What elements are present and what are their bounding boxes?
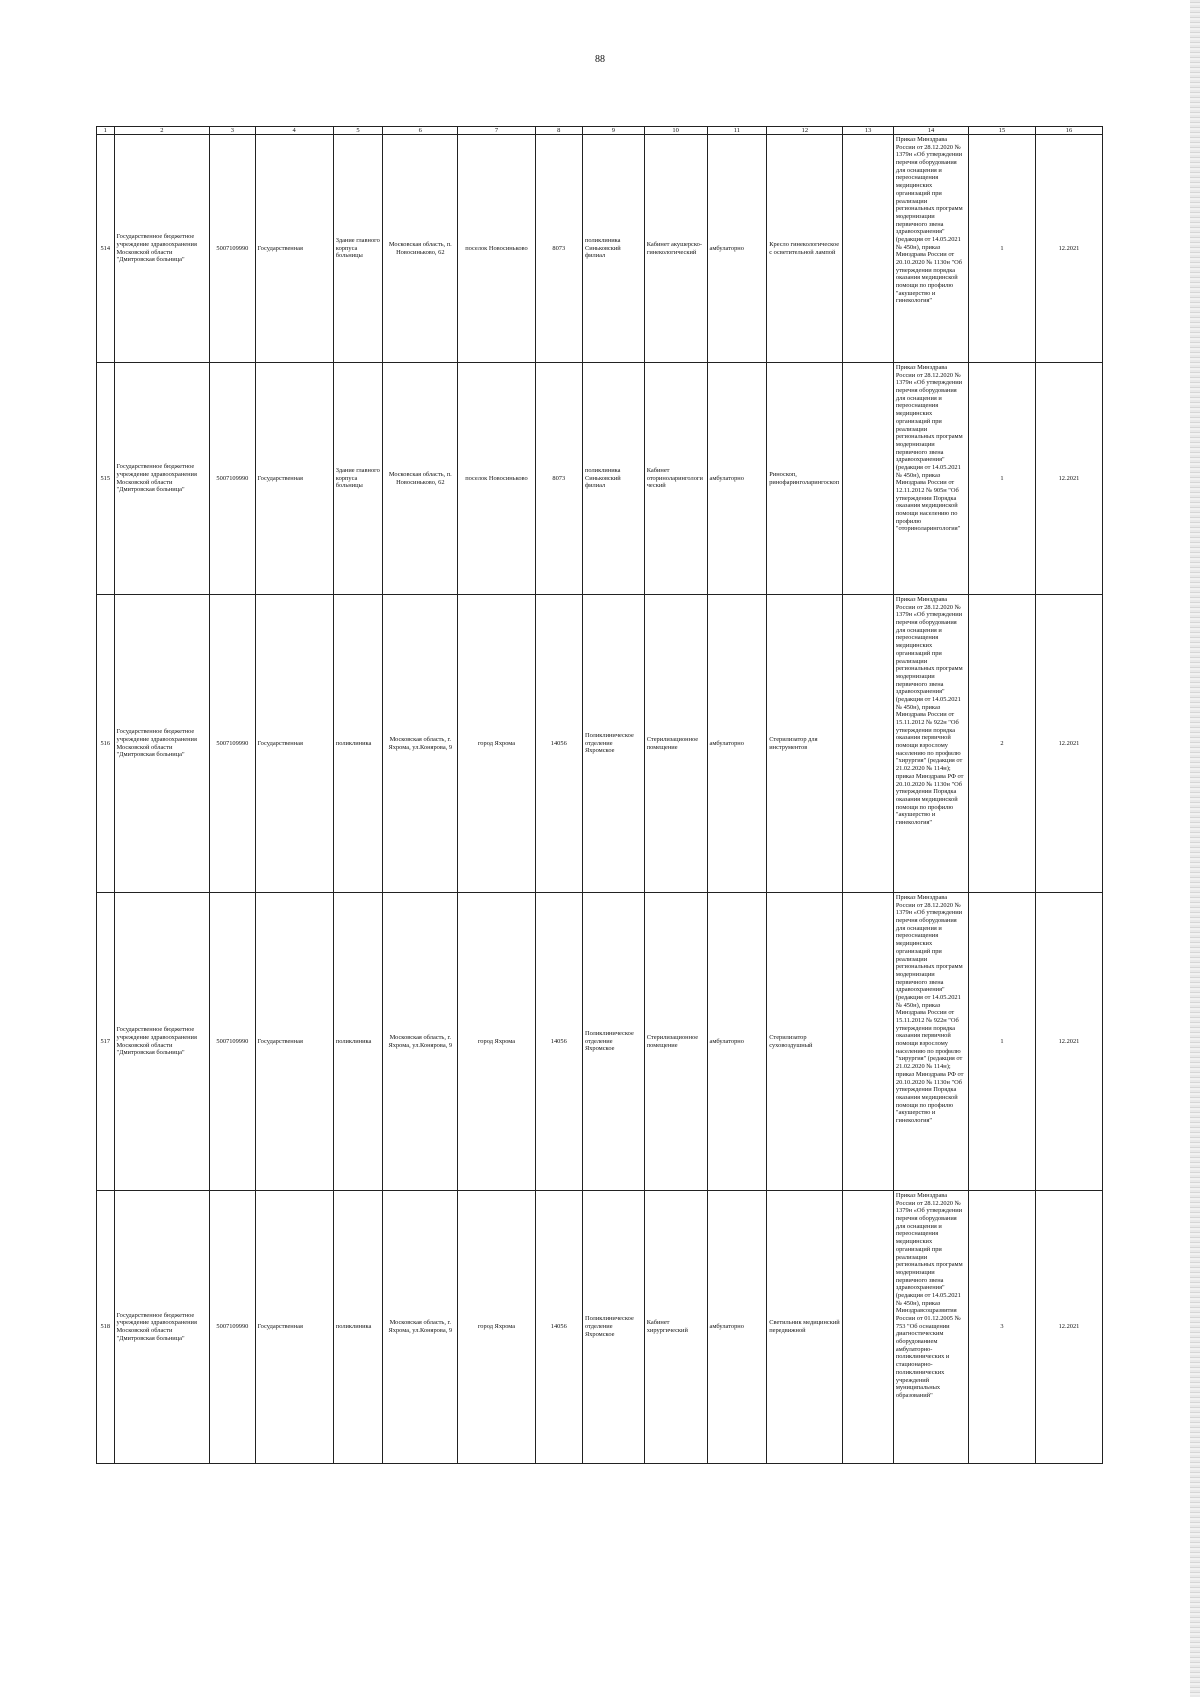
building: поликлиника	[333, 893, 382, 1191]
locality: город Яхрома	[458, 1191, 535, 1464]
inn: 5007109990	[210, 595, 255, 893]
table-row	[97, 893, 1103, 1191]
ownership-form: Государственная	[255, 363, 333, 595]
care-type: амбулаторно	[707, 135, 767, 363]
room: Стерилизационное помещение	[644, 595, 707, 893]
empty-cell	[843, 135, 893, 363]
table-row	[97, 135, 1103, 363]
locality: поселок Новосиньково	[458, 135, 535, 363]
department: Поликлиническое отделение Яхромское	[582, 893, 644, 1191]
organization-name: Государственное бюджетное учреждение здравоохранения Московской области "Дмитровская больница"	[114, 363, 210, 595]
header-cell: 1	[97, 127, 115, 135]
department: поликлиника Синьковский филиал	[582, 363, 644, 595]
code: 8073	[535, 363, 582, 595]
organization-name: Государственное бюджетное учреждение здравоохранения Московской области "Дмитровская больница"	[114, 135, 210, 363]
header-cell: 2	[114, 127, 210, 135]
room: Кабинет акушерско-гинекологический	[644, 135, 707, 363]
building: поликлиника	[333, 595, 382, 893]
date: 12.2021	[1035, 135, 1102, 363]
organization-name: Государственное бюджетное учреждение здравоохранения Московской области "Дмитровская больница"	[114, 1191, 210, 1464]
header-cell: 14	[893, 127, 968, 135]
header-cell: 13	[843, 127, 893, 135]
header-cell: 9	[582, 127, 644, 135]
address: Московская область, п. Новосиньково, 62	[383, 363, 458, 595]
code: 8073	[535, 135, 582, 363]
empty-cell	[843, 363, 893, 595]
table-row	[97, 1191, 1103, 1464]
legal-basis: Приказ Минздрава России от 28.12.2020 № 1379н «Об утверждении перечня оборудования для оснащения и переоснащения медицинских организаций при реализации региональных программ модернизации первичного звена здравоохранения"(редакция от 14.05.2021 № 450н), приказ Минздравсоцразвития России от 01.12.2005 № 753 "Об оснащении диагностическим оборудованием амбулаторно-поликлинических и стационарно-поликлинических учреждений муниципальных образований"	[893, 1191, 968, 1464]
header-cell: 8	[535, 127, 582, 135]
table-row	[97, 363, 1103, 595]
building: поликлиника	[333, 1191, 382, 1464]
page-number: 88	[595, 54, 605, 65]
empty-cell	[843, 893, 893, 1191]
legal-basis: Приказ Минздрава России от 28.12.2020 № 1379н «Об утверждении перечня оборудования для оснащения и переоснащения медицинских организаций при реализации региональных программ модернизации первичного звена здравоохранения"(редакция от 14.05.2021 № 450н), приказ Минздрава России от 12.11.2012 № 905н "Об утверждении Порядка оказания медицинской помощи населению по профилю "оториноларингология"	[893, 363, 968, 595]
department: поликлиника Синьковский филиал	[582, 135, 644, 363]
code: 14056	[535, 1191, 582, 1464]
quantity: 1	[969, 893, 1036, 1191]
quantity: 1	[969, 363, 1036, 595]
empty-cell	[843, 595, 893, 893]
table-row	[97, 595, 1103, 893]
row-number: 514	[97, 135, 115, 363]
row-number: 516	[97, 595, 115, 893]
quantity: 2	[969, 595, 1036, 893]
header-cell: 12	[767, 127, 843, 135]
inn: 5007109990	[210, 363, 255, 595]
organization-name: Государственное бюджетное учреждение здравоохранения Московской области "Дмитровская больница"	[114, 595, 210, 893]
header-cell: 4	[255, 127, 333, 135]
building: Здание главного корпуса больницы	[333, 363, 382, 595]
room: Кабинет хирургический	[644, 1191, 707, 1464]
locality: город Яхрома	[458, 595, 535, 893]
equipment: Риноскоп, ринофаринголарингоскоп	[767, 363, 843, 595]
organization-name: Государственное бюджетное учреждение здравоохранения Московской области "Дмитровская больница"	[114, 893, 210, 1191]
equipment: Стерилизатор для инструментов	[767, 595, 843, 893]
equipment: Светильник медицинский передвижной	[767, 1191, 843, 1464]
care-type: амбулаторно	[707, 595, 767, 893]
ownership-form: Государственная	[255, 893, 333, 1191]
header-cell: 16	[1035, 127, 1102, 135]
date: 12.2021	[1035, 893, 1102, 1191]
locality: город Яхрома	[458, 893, 535, 1191]
row-number: 518	[97, 1191, 115, 1464]
legal-basis: Приказ Минздрава России от 28.12.2020 № 1379н «Об утверждении перечня оборудования для оснащения и переоснащения медицинских организаций при реализации региональных программ модернизации первичного звена здравоохранения"(редакция от 14.05.2021 № 450н), приказ Минздрава России от 15.11.2012 № 922н "Об утверждении порядка оказания первичной помощи взрослому населению по профилю "хирургия" (редакция от 21.02.2020 № 114н); приказ Минздрава РФ от 20.10.2020 № 1130н "Об утверждении Порядка оказания медицинской помощи по профилю "акушерство и гинекология"	[893, 893, 968, 1191]
room: Кабинет оториноларингологический	[644, 363, 707, 595]
empty-cell	[843, 1191, 893, 1464]
equipment-table	[96, 126, 1103, 1464]
building: Здание главного корпуса больницы	[333, 135, 382, 363]
header-cell: 6	[383, 127, 458, 135]
address: Московская область, г. Яхрома, ул.Конярова, 9	[383, 893, 458, 1191]
header-cell: 7	[458, 127, 535, 135]
date: 12.2021	[1035, 1191, 1102, 1464]
header-cell: 11	[707, 127, 767, 135]
date: 12.2021	[1035, 363, 1102, 595]
room: Стерилизационное помещение	[644, 893, 707, 1191]
quantity: 3	[969, 1191, 1036, 1464]
code: 14056	[535, 893, 582, 1191]
address: Московская область, г. Яхрома, ул.Конярова, 9	[383, 595, 458, 893]
quantity: 1	[969, 135, 1036, 363]
ownership-form: Государственная	[255, 1191, 333, 1464]
care-type: амбулаторно	[707, 893, 767, 1191]
equipment: Стерилизатор суховоздушный	[767, 893, 843, 1191]
date: 12.2021	[1035, 595, 1102, 893]
ownership-form: Государственная	[255, 135, 333, 363]
address: Московская область, п. Новосиньково, 62	[383, 135, 458, 363]
care-type: амбулаторно	[707, 1191, 767, 1464]
header-cell: 15	[969, 127, 1036, 135]
header-cell: 5	[333, 127, 382, 135]
header-cell: 10	[644, 127, 707, 135]
row-number: 517	[97, 893, 115, 1191]
locality: поселок Новосиньково	[458, 363, 535, 595]
department: Поликлиническое отделение Яхромское	[582, 595, 644, 893]
header-cell: 3	[210, 127, 255, 135]
inn: 5007109990	[210, 893, 255, 1191]
inn: 5007109990	[210, 1191, 255, 1464]
column-number-header	[97, 127, 1103, 135]
department: Поликлиническое отделение Яхромское	[582, 1191, 644, 1464]
care-type: амбулаторно	[707, 363, 767, 595]
legal-basis: Приказ Минздрава России от 28.12.2020 № 1379н «Об утверждении перечня оборудования для оснащения и переоснащения медицинских организаций при реализации региональных программ модернизации первичного звена здравоохранения"(редакция от 14.05.2021 № 450н), приказ Минздрава России от 15.11.2012 № 922н "Об утверждении порядка оказания первичной помощи взрослому населению по профилю "хирургия" (редакция от 21.02.2020 № 114н); приказ Минздрава РФ от 20.10.2020 № 1130н "Об утверждении Порядка оказания медицинской помощи по профилю "акушерство и гинекология"	[893, 595, 968, 893]
code: 14056	[535, 595, 582, 893]
inn: 5007109990	[210, 135, 255, 363]
address: Московская область, г. Яхрома, ул.Конярова, 9	[383, 1191, 458, 1464]
equipment: Кресло гинекологическое с осветительной лампой	[767, 135, 843, 363]
scan-edge-artifact	[1190, 0, 1200, 1697]
legal-basis: Приказ Минздрава России от 28.12.2020 № 1379н «Об утверждении перечня оборудования для оснащения и переоснащения медицинских организаций при реализации региональных программ модернизации первичного звена здравоохранения"(редакция от 14.05.2021 № 450н), приказ Минздрава России от 20.10.2020 № 1130н "Об утверждении порядка оказания медицинской помощи по профилю "акушерство и гинекология"	[893, 135, 968, 363]
ownership-form: Государственная	[255, 595, 333, 893]
row-number: 515	[97, 363, 115, 595]
